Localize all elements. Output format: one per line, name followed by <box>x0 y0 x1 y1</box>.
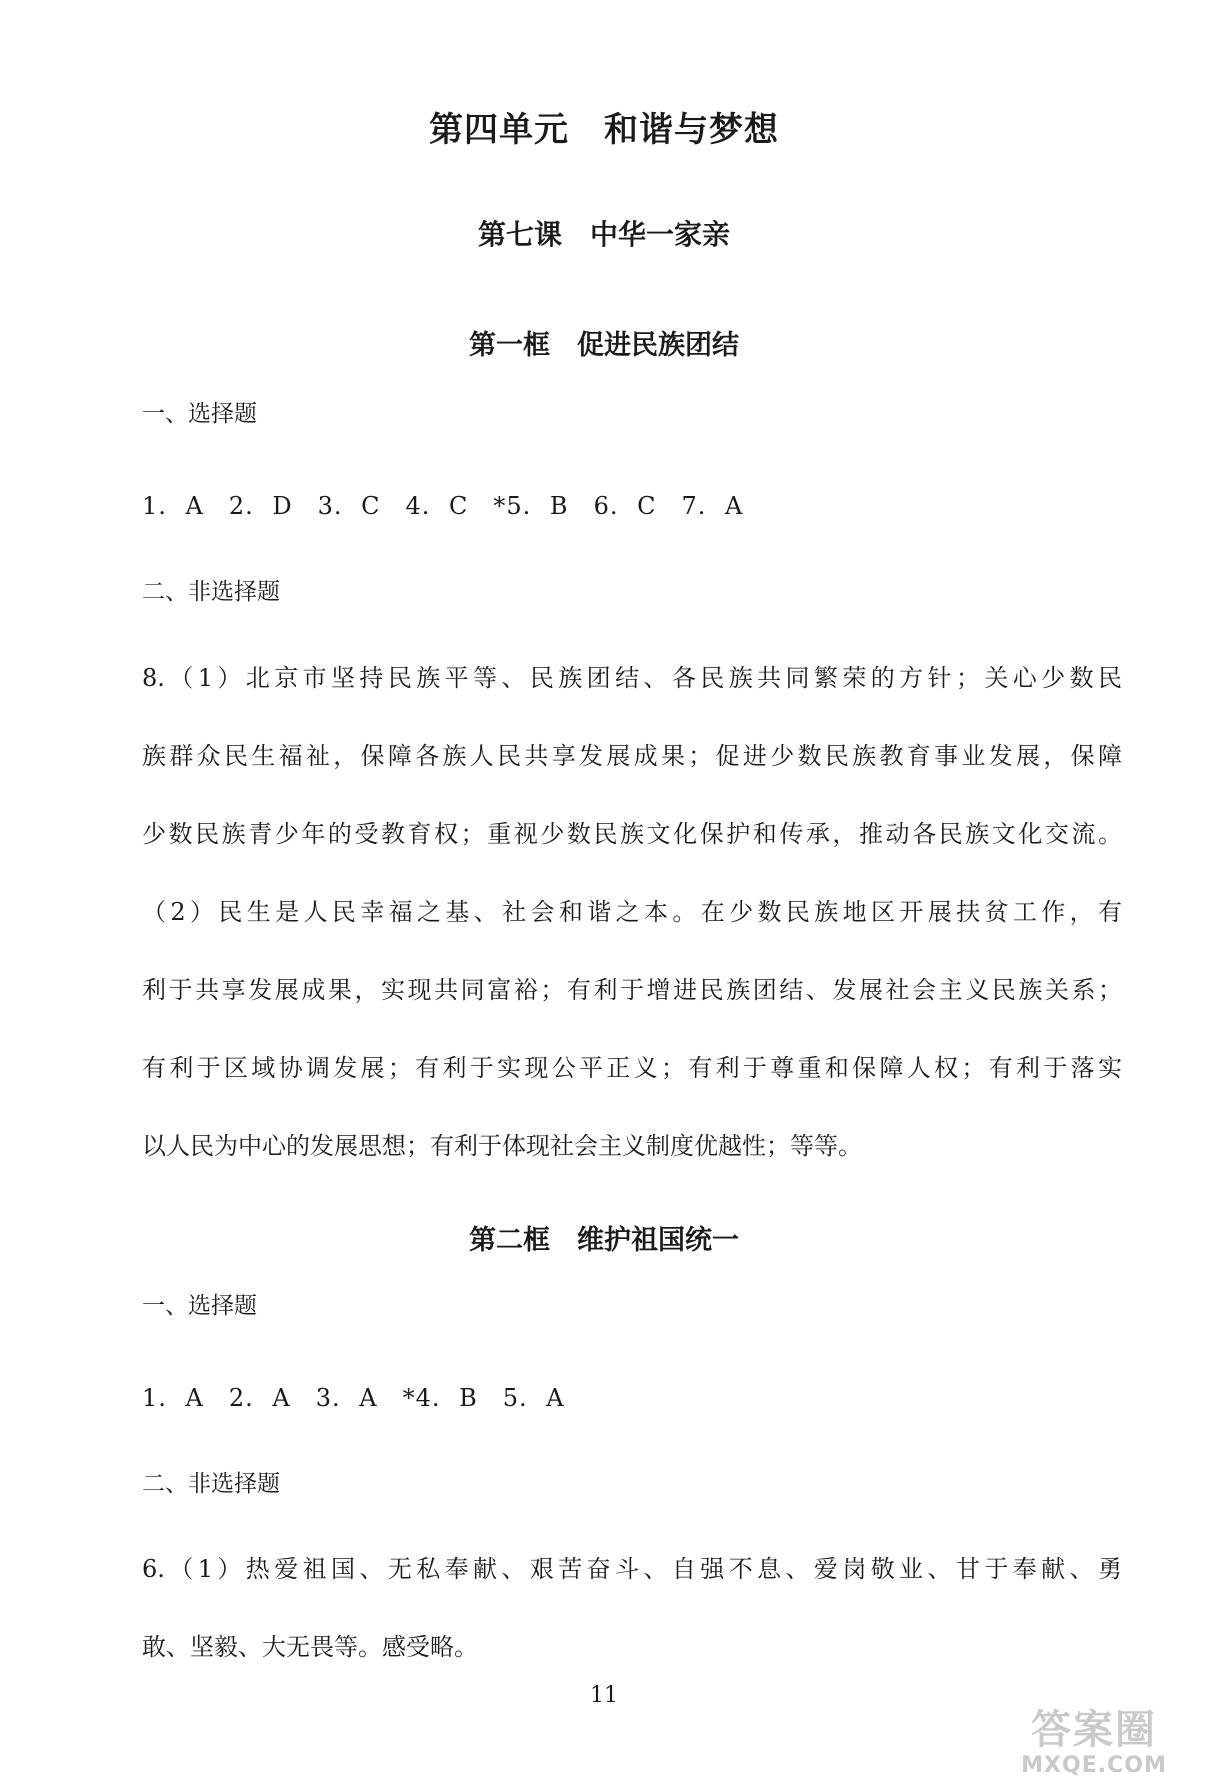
frame-2-paragraph-line: 敢、坚毅、大无畏等。感受略。 <box>142 1633 478 1661</box>
unit-title: 第四单元 和谐与梦想 <box>429 110 779 150</box>
watermark-url: MXQE.COM <box>1021 1753 1167 1778</box>
frame-1-paragraph-line: 族群众民生福祉，保障各族人民共享发展成果；促进少数民族教育事业发展，保障 <box>142 742 1122 770</box>
frame-1-paragraph-line: （2）民生是人民幸福之基、社会和谐之本。在少数民族地区开展扶贫工作，有 <box>142 898 1122 926</box>
frame-1-paragraph-line: 以人民为中心的发展思想；有利于体现社会主义制度优越性；等等。 <box>142 1132 862 1160</box>
frame-1-choice-heading: 一、选择题 <box>142 401 257 427</box>
frame-1-choice-answers: 1. A 2. D 3. C 4. C *5. B 6. C 7. A <box>142 492 744 520</box>
watermark-logo-text: 答案圈 <box>1031 1707 1157 1753</box>
frame-1-paragraph-line: 利于共享发展成果，实现共同富裕；有利于增进民族团结、发展社会主义民族关系； <box>142 976 1122 1004</box>
frame-2-nonchoice-heading: 二、非选择题 <box>142 1471 280 1497</box>
frame-2-choice-answers: 1. A 2. A 3. A *4. B 5. A <box>142 1384 565 1412</box>
frame-1-paragraph-line: 8.（1）北京市坚持民族平等、民族团结、各民族共同繁荣的方针；关心少数民 <box>142 664 1122 692</box>
lesson-title: 第七课 中华一家亲 <box>477 218 730 251</box>
frame-1-nonchoice-heading: 二、非选择题 <box>142 579 280 605</box>
watermark-logo <box>994 1706 1194 1784</box>
page-number: 11 <box>590 1683 618 1708</box>
frame-1-title: 第一框 促进民族团结 <box>469 330 739 361</box>
frame-1-paragraph-line: 有利于区域协调发展；有利于实现公平正义；有利于尊重和保障人权；有利于落实 <box>142 1054 1122 1082</box>
frame-2-choice-heading: 一、选择题 <box>142 1293 257 1319</box>
frame-2-paragraph-line: 6.（1）热爱祖国、无私奉献、艰苦奋斗、自强不息、爱岗敬业、甘于奉献、勇 <box>142 1555 1122 1583</box>
frame-1-paragraph-line: 少数民族青少年的受教育权；重视少数民族文化保护和传承，推动各民族文化交流。 <box>142 820 1122 848</box>
frame-2-title: 第二框 维护祖国统一 <box>469 1225 739 1256</box>
